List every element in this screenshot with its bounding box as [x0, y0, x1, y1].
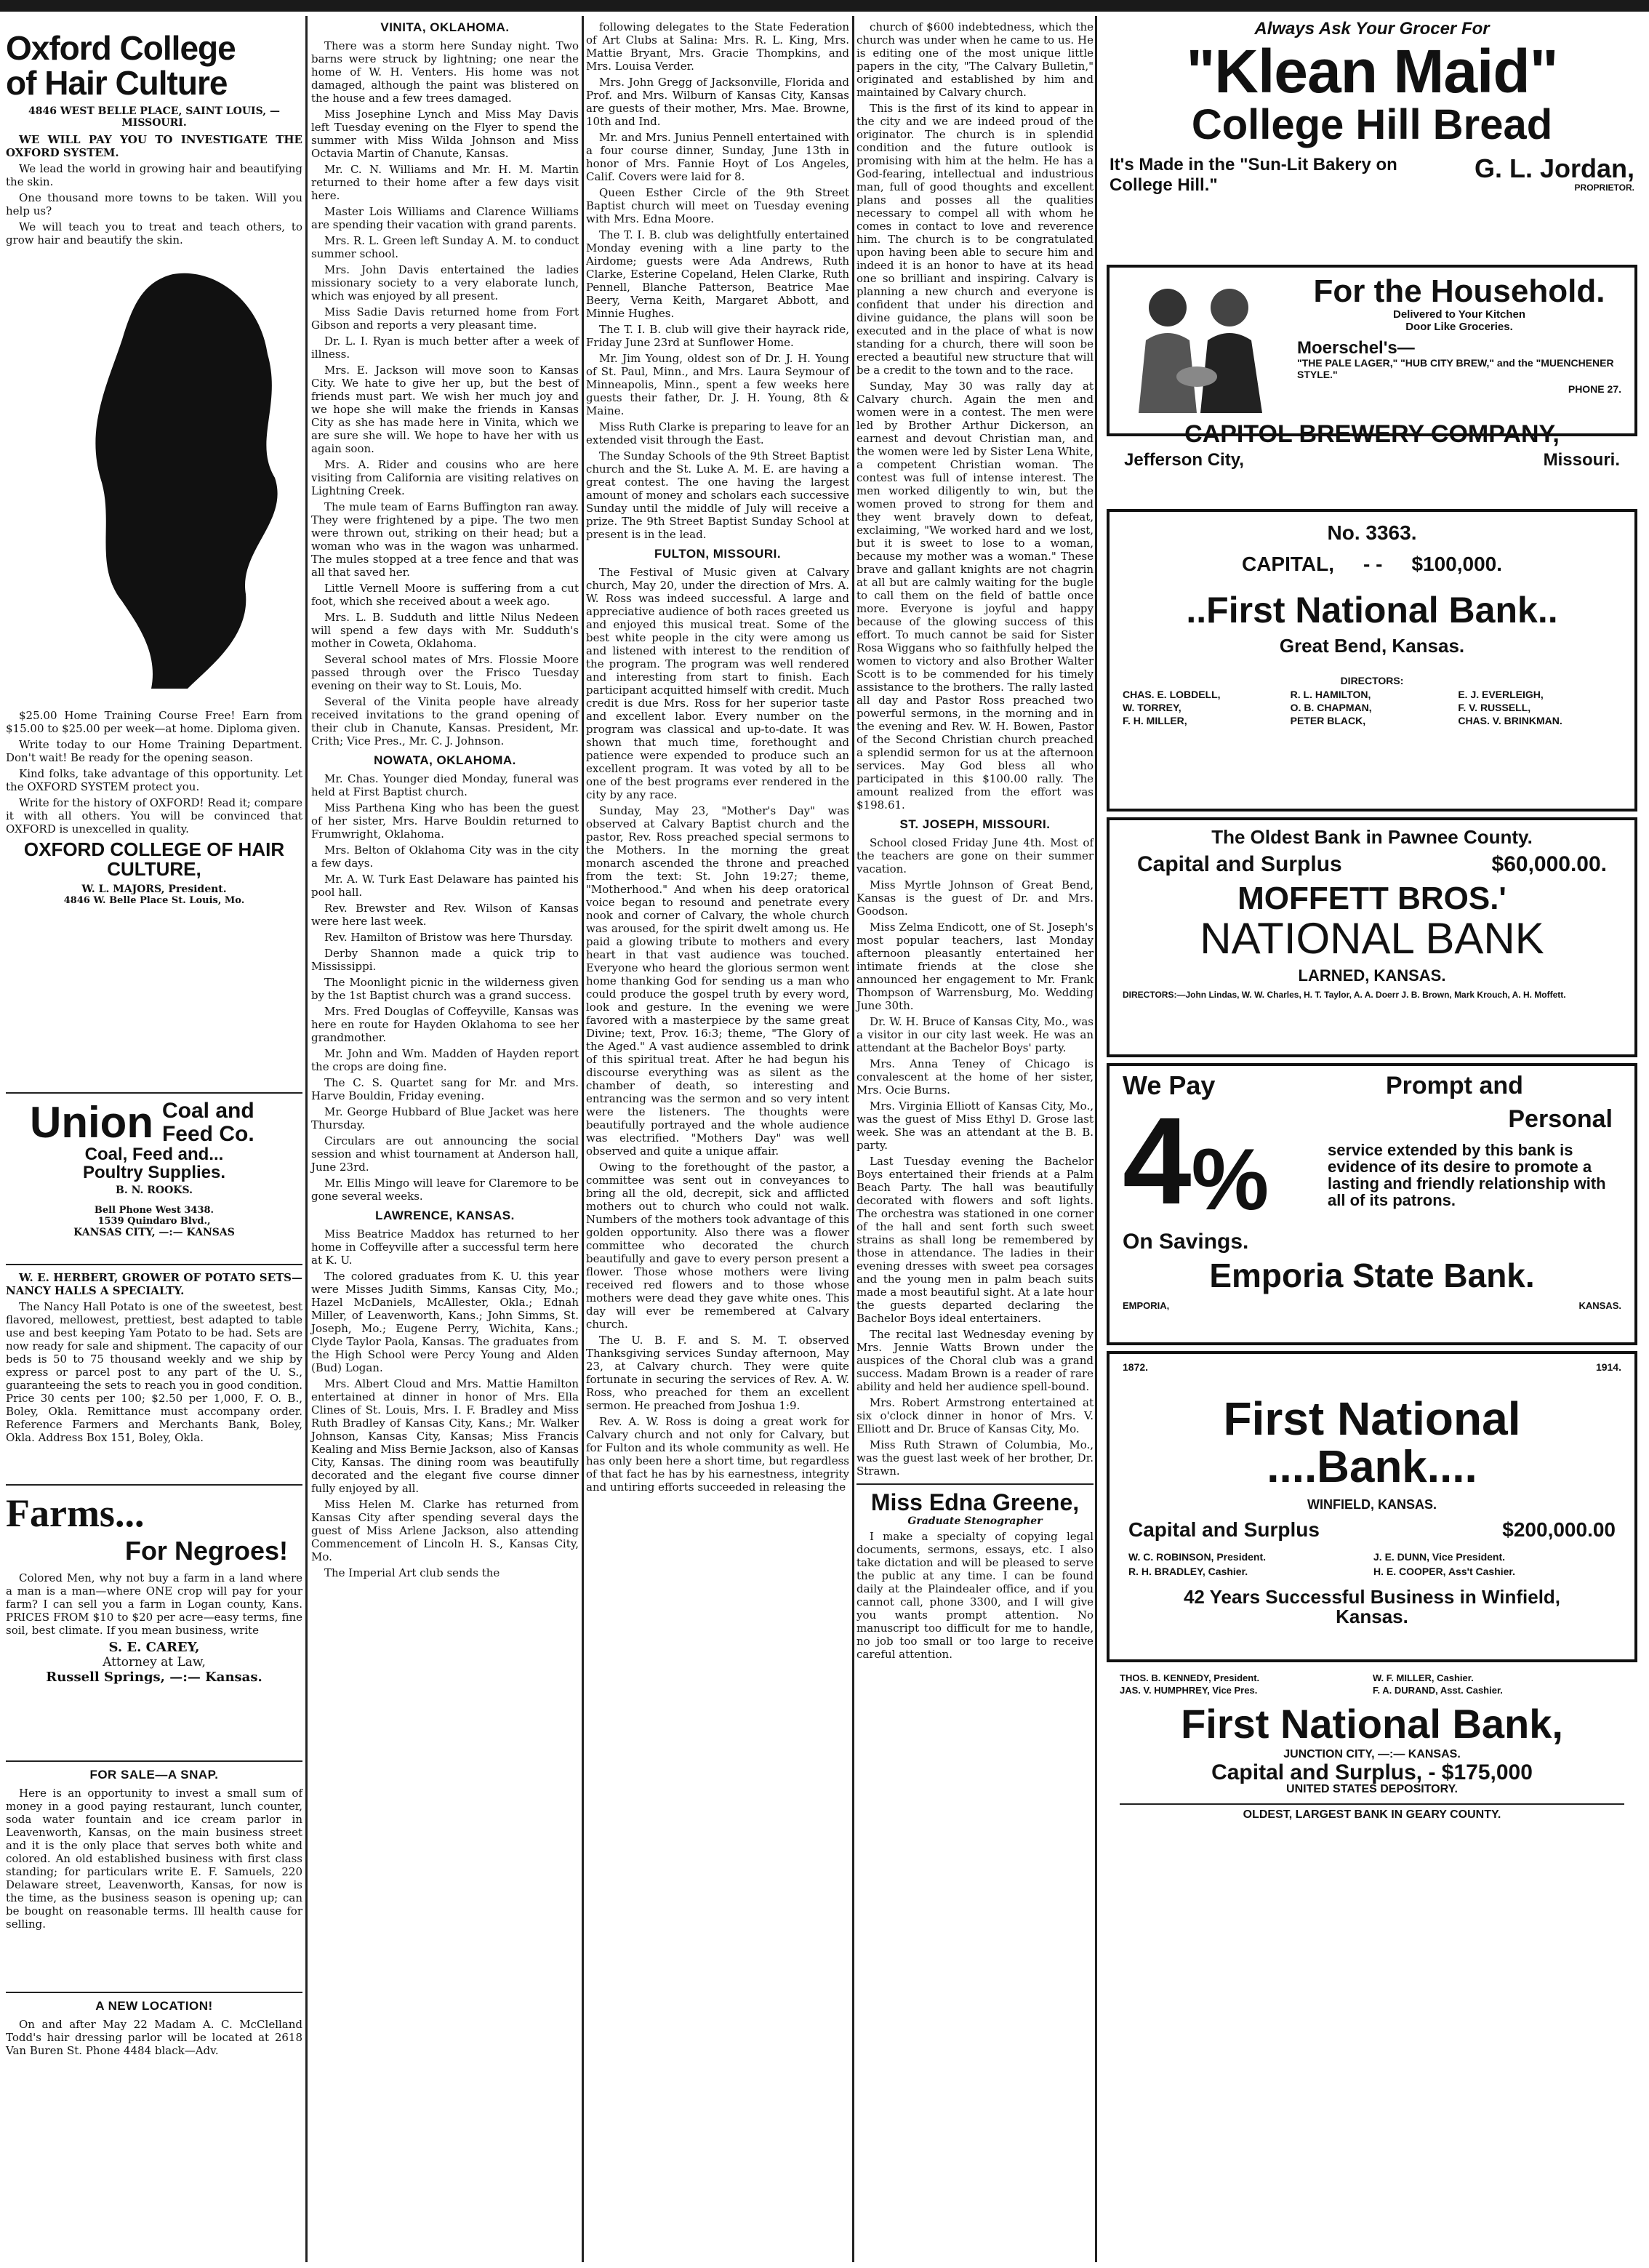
winfield-officer-4: H. E. COOPER, Ass't Cashier.: [1373, 1565, 1515, 1577]
nowata-p8: The Moonlight picnic in the wilderness given by the 1st Baptist church was a grand success.: [311, 976, 579, 1002]
oxford-name: OXFORD COLLEGE OF HAIR CULTURE,: [23, 838, 285, 880]
farms-name: S. E. CAREY,: [108, 1640, 200, 1656]
nowata-p3: Mrs. Belton of Oklahoma City was in the city a few days.: [311, 844, 579, 870]
greatbend-director-8: PETER BLACK,: [1290, 715, 1366, 727]
col3-p3: Mr. and Mrs. Junius Pennell entertained with a four course dinner, Sunday, June 13th in honor of Mrs. Fannie Hoyt of Los Angeles, Calif. Covers were laid for 8.: [586, 131, 849, 183]
union-address: 1539 Quindaro Blvd.,: [97, 1216, 211, 1227]
klean-bread: College Hill Bread: [1191, 101, 1553, 149]
nowata-p13: Circulars are out announcing the social session and whist tournament at Anderson hall, June 23rd.: [311, 1134, 579, 1174]
union-small: Coal and Feed Co.: [161, 1099, 254, 1146]
stjoseph-p10: Miss Ruth Strawn of Columbia, Mo., was the guest last week of her brother, Dr. Strawn.: [856, 1438, 1094, 1478]
herbert-ad: [6, 1271, 302, 1478]
vinita-p15: Several of the Vinita people have already received invitations to the grand opening of their club in Chanute, Kansas. President, Mr. Crith; Vice Pres., Mr. C. J. Johnson.: [311, 695, 579, 748]
col3-p8: Miss Ruth Clarke is preparing to leave for an extended visit through the East.: [586, 420, 849, 446]
oxford-president: W. L. MAJORS, President.: [81, 883, 227, 896]
junction-officer-1: THOS. B. KENNEDY, President.: [1120, 1672, 1260, 1683]
nowata-head: NOWATA, OKLAHOMA.: [374, 753, 516, 767]
union-line-1: Coal, Feed and...: [84, 1145, 224, 1164]
farms-title: Farms...: [6, 1491, 145, 1535]
lawrence-p4: Miss Helen M. Clarke has returned from Kansas City after spending several days the guest of Miss Arlene Jackson, also attending Commencement of Lincoln H. S., Kansas City, Mo.: [311, 1498, 579, 1563]
nowata-p1: Mr. Chas. Younger died Monday, funeral was held at First Baptist church.: [311, 772, 579, 798]
winfield-year-2: 1914.: [1595, 1361, 1621, 1373]
union-line-2: Poultry Supplies.: [82, 1163, 226, 1183]
nowata-p14: Mr. Ellis Mingo will leave for Claremore to be gone several weeks.: [311, 1177, 579, 1203]
fulton-p3: Owing to the forethought of the pastor, a committee was sent out in conveyances to bring all the old, decrepit, sick and afflicted mothers out to church who could not walk. Numbers of the mothers took advantage of this golden opportunity. Also there was a flower committee who decorated the church beautifully and gave to every person present a flower. Those whose mothers were living received red flowers and to those whose mothers were dead they gave white ones. This day will ever be remembered at Calvary church.: [586, 1161, 849, 1331]
greatbend-capital-label: CAPITAL,: [1241, 553, 1334, 576]
emporia-name: Emporia State Bank.: [1209, 1257, 1535, 1294]
greatbend-director-1: CHAS. E. LOBDELL,: [1123, 689, 1221, 701]
vinita-p1: There was a storm here Sunday night. Two barns were struck by lightning; one near the home of W. H. Venters. His home was not damaged, although the paint was blistered on the house and a few trees damaged.: [311, 39, 579, 105]
herbert-body: The Nancy Hall Potato is one of the sweetest, best flavored, mellowest, prettiest, best adapted to table use and best keeping Yam Potato to be had. Sets are now ready for sale and shipment. The capacity of our beds is 50 to 75 thousand weekly and we ship by express or parcel post to any part of the U. S., guaranteeing the sets to reach you in good condition. Price 30 cents per 100; $2.50 per 1,000, F. O. B., Boley, Okla. Remittance must accompany order. Reference Farmers and Merchants Bank, Boley, Okla. Address Box 151, Boley, Okla.: [6, 1300, 302, 1444]
stjoseph-p9: Mrs. Robert Armstrong entertained at six o'clock dinner in honor of Mrs. V. Elliott and Dr. Bruce of Kansas City, Mo.: [856, 1396, 1094, 1435]
junction-officer-2: W. F. MILLER, Cashier.: [1373, 1672, 1474, 1683]
brewery-lines: "THE PALE LAGER," "HUB CITY BREW," and the "MUENCHENER STYLE.": [1297, 357, 1614, 381]
top-border: [0, 0, 1649, 12]
column-3: [586, 16, 849, 2262]
emporia-state: KANSAS.: [1578, 1300, 1621, 1311]
brewery-name: CAPITOL BREWERY COMPANY,: [1184, 420, 1560, 448]
greatbend-capital: $100,000.: [1411, 553, 1503, 576]
oxford-para-3: Kind folks, take advantage of this opportunity. Let the OXFORD SYSTEM protect you.: [6, 766, 302, 793]
vinita-p11: The mule team of Earns Buffington ran away. They were frightened by a pipe. The two men were thrown out, striking on their head; but a woman who was in the wagon was unharmed. The mules stopped at a tree fence and that was all that saved her.: [311, 500, 579, 579]
klean-owner: G. L. Jordan,: [1474, 153, 1634, 184]
stjoseph-p6: Mrs. Virginia Elliott of Kansas City, Mo., was the guest of Miss Ethyl D. Grose last week. She was an attendant at the B. B. party.: [856, 1099, 1094, 1152]
oxford-para-1: $25.00 Home Training Course Free! Earn from $15.00 to $25.00 per week—at home. Diploma given.: [6, 708, 302, 735]
union-city: KANSAS CITY, —:— KANSAS: [73, 1227, 235, 1239]
oxford-address-2: 4846 W. Belle Place St. Louis, Mo.: [63, 895, 245, 907]
winfield-name-2: ....Bank....: [1267, 1442, 1477, 1493]
herbert-head: W. E. HERBERT, GROWER OF POTATO SETS—NANCY HALLS A SPECIALTY.: [6, 1271, 302, 1297]
nowata-p9: Mrs. Fred Douglas of Coffeyville, Kansas was here en route for Hayden Oklahoma to see her grandmother.: [311, 1005, 579, 1044]
oxford-title-2: of Hair Culture: [6, 64, 228, 103]
oxford-ad: [6, 31, 302, 1086]
forsale-ad: [6, 1768, 302, 1986]
moffett-surplus-label: Capital and Surplus: [1137, 852, 1342, 877]
brewery-del1: Delivered to Your Kitchen: [1393, 308, 1525, 321]
oxford-line-3: One thousand more towns to be taken. Will you help us?: [6, 191, 302, 217]
col4-p3: Sunday, May 30 was rally day at Calvary church. Again the men and women were in a contest. The men were led by Brother Arthur Dickerson, an earnest and devout Christian man, and the women were led by Sister Lena White, a competent Christian woman. The contest was full of intense interest. The men worked diligently to win, but the women proved to strong for them and they went bravely down to defeat, exclaiming, "We worked hard and we lost, but it is sweet to lose to a woman, because my mother was a woman." These brave and gallant knights are not chagrin at all but are calmly waiting for the bugle to call them on the field of battle once more. Everyone is joyful and happy because of the glowing success of this effort. To much cannot be said for Sister Rosa Wiggans who so faithfully helped the women to victory and also Brother Walter Scott is to be commended for his timely assistance to the brothers. The rally lasted all day and Pastor Ross preached two powerful sermons, in the morning and in the evening and Rev. W. H. Bowen, Pastor of the Second Christian church preached a splendid sermon for us at the afternoon services. May God bless all who participated in this $100.00 rally. The amount realized from the effort was $198.61.: [856, 380, 1094, 812]
col3-p7: Mr. Jim Young, oldest son of Dr. J. H. Young of St. Paul, Minn., and Mrs. Laura Seymour of Minneapolis, Minn., spent a few weeks here guests their father, Dr. J. H. Young, 8th & Maine.: [586, 352, 849, 417]
emporia-body: service extended by this bank is evidence of its desire to promote a lasting and friendly relationship with all of its patrons.: [1328, 1141, 1606, 1210]
moffett-surplus: $60,000.00.: [1491, 852, 1607, 877]
brewery-city: Jefferson City,: [1124, 450, 1244, 470]
edna-body: I make a specialty of copying legal documents, sermons, essays, etc. I also take dictation and will be pleased to serve the public at any time. I can be found daily at the Plaindealer office, and if you cannot call, phone 3300, and I will give you wants prompt attention. No manuscript too difficult for me to handle, no job too small or too large to receive careful attention.: [856, 1529, 1094, 1661]
fulton-p2: Sunday, May 23, "Mother's Day" was observed at Calvary Baptist church and the pastor, Rev. Ross preached special sermons to the Mothers. In the morning the great monarch ascended the throne and preached from the text: St. John 19:27; theme, "Motherhood." And when his deep oratorical voice began to resound and penetrate every nook and corner of Calvary, the whole church was aroused, for the spirit dwelt among us. He paid a glowing tribute to mothers and every heart in that vast audience was touched. Everyone who heard the glorious sermon went home thanking God for sending us a man who could produce the gospel truth by every word, look and gesture. In the evening we were favored with a masterpiece by the same great Divine; text, Prov. 16:3; theme, "The Glory of the Aged." A vast audience assembled to drink of this spiritual treat. After he had begun his discourse everything was as silent as the chamber of death, so interesting and entrancing was the sermon and so very intent were the listeners. The thoughts were beautifully portrayed and the whole audience was electrified. "Mothers Day" was well observed and quite a unique affair.: [586, 804, 849, 1158]
moffett-bank-ad: [1107, 817, 1637, 1057]
union-ad: [6, 1099, 302, 1258]
union-owner: B. N. ROOKS.: [116, 1185, 193, 1197]
vinita-p8: Dr. L. I. Ryan is much better after a week of illness.: [311, 334, 579, 361]
greatbend-no: No. 3363.: [1327, 521, 1417, 544]
brewery-state: Missouri.: [1543, 450, 1620, 470]
great-bend-bank-ad: No. 3363. CAPITAL, - - $100,000. ..First National Bank.. Great Bend, Kansas. DIRECTORS: CHAS. E. LOBDELL, R. L. HAMILTON, E. J. EVERLEIGH, W. TORREY, O. B. CHAPMAN, F. V. RUSSELL, F. H. MILLER, PETER BLACK, CHAS. V. BRINKMAN.: [1107, 509, 1637, 812]
forsale-body: Here is an opportunity to invest a small sum of money in a good paying restaurant, lunch counter, soda water fountain and ice cream parlor in Leavenworth, Kansas, on the main business street and it is the only place that serves both white and colored. An old established business with first class standing; for particulars write E. F. Samuels, 220 Delaware street, Leavenworth, Kansas, for now is the time, as the business season is opening up; can be bought on reasonable terms. Ill health cause for selling.: [6, 1787, 302, 1931]
vinita-p3: Mr. C. N. Williams and Mr. H. M. Martin returned to their home after a few days visit here.: [311, 163, 579, 202]
emporia-wepay: We Pay: [1123, 1070, 1216, 1100]
nowata-p6: Rev. Hamilton of Bristow was here Thursday.: [324, 931, 574, 944]
moffett-directors: DIRECTORS:—John Lindas, W. W. Charles, H. T. Taylor, A. A. Doerr J. B. Brown, Mark Krouch, A. H. Moffett.: [1123, 990, 1566, 1001]
union-phone: Bell Phone West 3438.: [94, 1205, 214, 1217]
col3-p4: Queen Esther Circle of the 9th Street Baptist church will meet on Tuesday evening with Mrs. Edna Moore.: [586, 186, 849, 225]
emporia-bank-ad: [1107, 1063, 1637, 1345]
stjoseph-p8: The recital last Wednesday evening by Mrs. Jennie Watts Brown under the auspices of the Choral club was a grand success. Madam Brown is a reader of rare ability and held her audience spell-bound.: [856, 1328, 1094, 1393]
winfield-bank-ad: [1107, 1351, 1637, 1662]
emporia-percent: 4: [1123, 1092, 1192, 1230]
junction-officer-4: F. A. DURAND, Asst. Cashier.: [1373, 1685, 1503, 1696]
vinita-p10: Mrs. A. Rider and cousins who are here visiting from California are visiting relatives on Lightning Creek.: [311, 458, 579, 497]
greatbend-name: ..First National Bank..: [1186, 589, 1558, 630]
hair-silhouette-image: [64, 260, 297, 696]
winfield-officer-1: W. C. ROBINSON, President.: [1128, 1550, 1267, 1563]
col3-p1: following delegates to the State Federation of Art Clubs at Salina: Mrs. R. L. King, Mrs. Mattie Bryant, Mrs. Gracie Thompkins, and Mrs. Louisa Verder.: [586, 20, 849, 73]
farms-body: Colored Men, why not buy a farm in a land where a man is a man—where ONE crop will pay for your farm? I can sell you a farm in Logan county, Kans. PRICES FROM $10 to $20 per acre—easy terms, fine soil, best climate. If you mean business, write: [6, 1571, 302, 1638]
moffett-oldest: The Oldest Bank in Pawnee County.: [1211, 826, 1533, 848]
junction-depository: UNITED STATES DEPOSITORY.: [1286, 1783, 1458, 1796]
capitol-brewery-ad: [1107, 265, 1637, 470]
couple-illustration-icon: [1117, 275, 1284, 413]
vinita-p14: Several school mates of Mrs. Flossie Moore passed through over the Frisco Tuesday evening on their way to St. Louis, Mo.: [311, 653, 579, 692]
column-4: [856, 16, 1094, 2262]
lawrence-p2: The colored graduates from K. U. this year were Misses Judith Simms, Kansas City, Mo.; Hazel McDaniels, McAllester, Okla.; Ednah Miller, of Leavenworth, Kans.; John Simms, St. Joseph, Mo.; Eugene Perry, Wichita, Kans.; Clyde Taylor Paola, Kansas. The graduates from the High School were Percy Young and Alden (Bud) Logan.: [311, 1270, 579, 1374]
vinita-p13: Mrs. L. B. Sudduth and little Nilus Nedeen will spend a few days with Mr. Sudduth's mother in Coweta, Oklahoma.: [311, 611, 579, 650]
junction-name: First National Bank,: [1181, 1701, 1563, 1747]
klean-maid-ad: [1099, 19, 1645, 259]
vinita-p5: Mrs. R. L. Green left Sunday A. M. to conduct summer school.: [311, 234, 579, 260]
moffett-city: LARNED, KANSAS.: [1298, 966, 1446, 985]
greatbend-director-2: R. L. HAMILTON,: [1290, 689, 1371, 701]
vinita-head: VINITA, OKLAHOMA.: [380, 20, 510, 34]
nowata-p5: Rev. Brewster and Rev. Wilson of Kansas were here last week.: [311, 902, 579, 928]
klean-made: It's Made in the "Sun-Lit Bakery on College Hill.": [1110, 155, 1397, 196]
brewery-title: For the Household.: [1313, 273, 1605, 309]
lawrence-p5: The Imperial Art club sends the: [324, 1566, 500, 1579]
oxford-line-2: We lead the world in growing hair and beautifying the skin.: [6, 161, 302, 188]
edna-subtitle: Graduate Stenographer: [907, 1515, 1043, 1527]
stjoseph-p1: School closed Friday June 4th. Most of the teachers are gone on their summer vacation.: [856, 836, 1094, 875]
nowata-p7: Derby Shannon made a quick trip to Mississippi.: [311, 947, 579, 973]
winfield-officer-3: R. H. BRADLEY, Cashier.: [1128, 1565, 1248, 1577]
forsale-head: FOR SALE—A SNAP.: [89, 1768, 219, 1782]
stjoseph-p3: Miss Zelma Endicott, one of St. Joseph's most popular teachers, last Monday afternoon pleasantly entertained her intimate friends at the close she announced her engagement to Mr. Frank Thompson of Warrensburg, Mo. Wedding June 30th.: [856, 921, 1094, 1012]
column-2: [311, 16, 579, 2262]
winfield-city: WINFIELD, KANSAS.: [1307, 1497, 1437, 1512]
vinita-p2: Miss Josephine Lynch and Miss May Davis left Tuesday evening on the Flyer to spend the summer with Miss Wilda Johnson and Miss Octavia Martin of Chanute, Kansas.: [311, 108, 579, 160]
brewery-brand: Moerschel's—: [1297, 338, 1415, 358]
greatbend-director-9: CHAS. V. BRINKMAN.: [1458, 715, 1562, 727]
lawrence-p1: Miss Beatrice Maddox has returned to her home in Coffeyville after a successful term here at K. U.: [311, 1227, 579, 1267]
vinita-p6: Mrs. John Davis entertained the ladies missionary society to a very elaborate lunch, which was enjoyed by all present.: [311, 263, 579, 302]
vinita-p4: Master Lois Williams and Clarence Williams are spending their vacation with grand parents.: [311, 205, 579, 231]
oxford-line-1: WE WILL PAY YOU TO INVESTIGATE THE OXFORD SYSTEM.: [6, 132, 302, 159]
farms-city: Russell Springs, —:— Kansas.: [46, 1670, 262, 1686]
location-head: A NEW LOCATION!: [95, 1999, 213, 2013]
oxford-line-4: We will teach you to treat and teach others, to grow hair and beautify the skin.: [6, 220, 302, 247]
winfield-surplus: $200,000.00: [1502, 1518, 1616, 1542]
moffett-name-2: NATIONAL BANK: [1200, 913, 1544, 963]
emporia-personal: Personal: [1508, 1105, 1613, 1133]
location-ad: [6, 1999, 302, 2086]
vinita-p9: Mrs. E. Jackson will move soon to Kansas City. We hate to give her up, but the best of friends must part. We wish her much joy and we hope she will make the friends in Kansas City as she has made here in Vinita, which we are sure she will. We hope to have her with us again soon.: [311, 364, 579, 455]
col3-p2: Mrs. John Gregg of Jacksonville, Florida and Prof. and Mrs. Wilburn of Kansas City, Kansas are guests of their mother, Mrs. Mae. Browne, 10th and Ind.: [586, 76, 849, 128]
klean-name: "Klean Maid": [1186, 37, 1558, 105]
winfield-years: 42 Years Successful Business in Winfield, Kansas.: [1183, 1585, 1561, 1627]
greatbend-director-3: E. J. EVERLEIGH,: [1458, 689, 1544, 701]
nowata-p12: Mr. George Hubbard of Blue Jacket was here Thursday.: [311, 1105, 579, 1131]
lawrence-p3: Mrs. Albert Cloud and Mrs. Mattie Hamilton entertained at dinner in honor of Mrs. Ella Clines of St. Louis, Mrs. I. F. Bradley and Miss Ruth Bradley of Kansas City, Kans.; Mr. Walker Johnson, Kansas City, Kansas; Miss Francis Kealing and Miss Bernie Jackson, also of Kansas City, Kansas. The dining room was beautifully decorated and the elegant five course dinner fully enjoyed by all.: [311, 1377, 579, 1495]
union-big: Union: [30, 1098, 153, 1147]
stjoseph-p7: Last Tuesday evening the Bachelor Boys entertained their friends at a Palm Beach Party. The hall was beautifully decorated with flowers and soft lights. The orchestra was stationed in one corner of the hall and sent forth such sweet strains as shall long be remembered by those in attendance. The ladies in their evening dresses with sweet pea corsages and the young men in palm beach suits made a most beautiful sight. At a late hour the guests departed declaring the Bachelor Boys ideal entertainers.: [856, 1155, 1094, 1325]
fulton-head: FULTON, MISSOURI.: [654, 547, 782, 561]
stjoseph-p2: Miss Myrtle Johnson of Great Bend, Kansas is the guest of Dr. and Mrs. Goodson.: [856, 878, 1094, 918]
emporia-percent-sign: %: [1191, 1131, 1269, 1228]
nowata-p4: Mr. A. W. Turk East Delaware has painted his pool hall.: [311, 873, 579, 899]
winfield-officer-2: J. E. DUNN, Vice President.: [1373, 1550, 1506, 1563]
junction-surplus: Capital and Surplus, - $175,000: [1211, 1760, 1533, 1784]
vinita-p12: Little Vernell Moore is suffering from a cut foot, which she received about a week ago.: [311, 582, 579, 608]
nowata-p2: Miss Parthena King who has been the guest of her sister, Mrs. Harve Bouldin returned to Frumwright, Oklahoma.: [311, 801, 579, 841]
column-5-ads: [1099, 16, 1645, 2262]
moffett-name-1: MOFFETT BROS.': [1237, 880, 1506, 916]
emporia-city: EMPORIA,: [1123, 1300, 1170, 1311]
col3-p5: The T. I. B. club was delightfully entertained Monday evening with a line party to the Airdome; guests were Ada Andrews, Ruth Clarke, Esterine Copeland, Helen Clarke, Ruth Pennell, Blanche Patterson, Beatrice Mae Beery, Verna Keith, Margaret Abbott, and Minnie Hughes.: [586, 228, 849, 320]
emporia-savings: On Savings.: [1123, 1230, 1249, 1254]
junction-oldest: OLDEST, LARGEST BANK IN GEARY COUNTY.: [1120, 1803, 1624, 1822]
greatbend-directors-head: DIRECTORS:: [1340, 674, 1404, 686]
oxford-para-2: Write today to our Home Training Department. Don't wait! Be ready for the opening season.: [6, 737, 302, 764]
farms-title-2: Attorney at Law,: [103, 1655, 206, 1670]
greatbend-director-4: W. TORREY,: [1123, 702, 1181, 714]
fulton-p4: The U. B. F. and S. M. T. observed Thanksgiving services Sunday afternoon, May 23, at Calvary church. They were quite fortunate in securing the services of Rev. A. W. Ross, who preached for them an excellent sermon. He preached from Joshua 1:9.: [586, 1334, 849, 1412]
col4-p1: church of $600 indebtedness, which the church was under when he came to us. He is editing one of the most unique little papers in the city, "The Calvary Bulletin," originated and established by him and maintained by Calvary church.: [856, 20, 1094, 99]
vinita-p7: Miss Sadie Davis returned home from Fort Gibson and reports a very pleasant time.: [311, 305, 579, 332]
edna-name: Miss Edna Greene,: [870, 1489, 1080, 1515]
fulton-p1: The Festival of Music given at Calvary church, May 20, under the direction of Mrs. A. W. Ross was indeed successful. A large and appreciative audience of both races greeted us and enjoyed this musical treat. Some of the best white people in the city were among us and listened with interest to the rendition of the program. The program was well rendered and interesting from start to finish. Each participant acquitted himself with credit. Much credit is due Mrs. Ross for her superior taste and excellent labor. Every number on the program was classical and up-to-date. It was shown that much time, forethought and patience were expended to produce such an excellent program. It was voted by all to be one of the best programs ever rendered in the city by any race.: [586, 566, 849, 801]
emporia-prompt: Prompt and: [1386, 1072, 1523, 1099]
edna-greene-ad: [856, 1491, 1094, 1661]
greatbend-city: Great Bend, Kansas.: [1279, 635, 1465, 657]
junction-city: JUNCTION CITY, —:— KANSAS.: [1283, 1747, 1461, 1760]
junction-officer-3: JAS. V. HUMPHREY, Vice Pres.: [1120, 1685, 1258, 1696]
stjoseph-p5: Mrs. Anna Teney of Chicago is convalescent at the home of her sister, Mrs. Ocie Burns.: [856, 1057, 1094, 1097]
col3-p9: The Sunday Schools of the 9th Street Baptist church and the St. Luke A. M. E. are having a great contest. The one having the largest amount of money and scholars each successive Sunday until the middle of July will receive a prize. The 9th Street Baptist Sunday School at present is in the lead.: [586, 449, 849, 541]
farms-subtitle: For Negroes!: [124, 1535, 288, 1566]
oxford-para-4: Write for the history of OXFORD! Read it; compare it with all others. You will be convinced that OXFORD is unexcelled in quality.: [6, 796, 302, 836]
klean-ask: Always Ask Your Grocer For: [1254, 19, 1490, 39]
klean-prop: PROPRIETOR.: [1574, 182, 1634, 193]
col4-p2: This is the first of its kind to appear in the city and we are indeed proud of the originator. The church is in splendid condition and the future outlook is promising with him at the helm. He has a God-fearing, intellectual and industrious man, full of good thoughts and excellent plans and posses all the qualities necessary to compel all with whom he comes in contact to love and reverence him. The church is to be congratulated upon having been able to secure him and indeed it is an honor to have at its head one so brilliant and inspiring. Calvary is planning a new church and everyone is confident that under his direction and divine guidance, the plans will soon be executed and in the place of what is now standing for a church, there will soon be erected a beautiful new structure that will be a credit to the town and to the race.: [856, 102, 1094, 377]
nowata-p11: The C. S. Quartet sang for Mr. and Mrs. Harve Bouldin, Friday evening.: [311, 1076, 579, 1102]
stjoseph-head: ST. JOSEPH, MISSOURI.: [899, 817, 1051, 831]
brewery-del2: Door Like Groceries.: [1405, 321, 1513, 334]
oxford-address: 4846 WEST BELLE PLACE, SAINT LOUIS, — MISSOURI.: [28, 105, 280, 129]
greatbend-director-5: O. B. CHAPMAN,: [1290, 702, 1372, 714]
column-1: [6, 16, 302, 2262]
winfield-name-1: First National: [1223, 1393, 1521, 1445]
nowata-p10: Mr. John and Wm. Madden of Hayden report the crops are doing fine.: [311, 1047, 579, 1073]
farms-ad: [6, 1493, 302, 1755]
greatbend-director-7: F. H. MILLER,: [1123, 715, 1187, 727]
col3-p6: The T. I. B. club will give their hayrack ride, Friday June 23rd at Sunflower Home.: [586, 323, 849, 349]
winfield-surplus-label: Capital and Surplus: [1128, 1518, 1320, 1542]
fulton-p5: Rev. A. W. Ross is doing a great work for Calvary church and not only for Calvary, but for Fulton and its whole community as well. He has only been here a short time, but regardless of that fact he has by his earnestness, integrity and untiring efforts succeeded in releasing the: [586, 1415, 849, 1494]
junction-bank-ad: [1107, 1668, 1637, 1821]
lawrence-head: LAWRENCE, KANSAS.: [375, 1209, 515, 1222]
oxford-title-1: Oxford College: [6, 29, 236, 67]
stjoseph-p4: Dr. W. H. Bruce of Kansas City, Mo., was a visitor in our city last week. He was an attendant at the Bachelor Boys' party.: [856, 1015, 1094, 1054]
greatbend-director-6: F. V. RUSSELL,: [1458, 702, 1531, 714]
location-body: On and after May 22 Madam A. C. McClelland Todd's hair dressing parlor will be located at 2618 Van Buren St. Phone 4484 black—Adv.: [6, 2018, 302, 2057]
winfield-year-1: 1872.: [1123, 1361, 1149, 1373]
brewery-phone: PHONE 27.: [1568, 383, 1621, 396]
